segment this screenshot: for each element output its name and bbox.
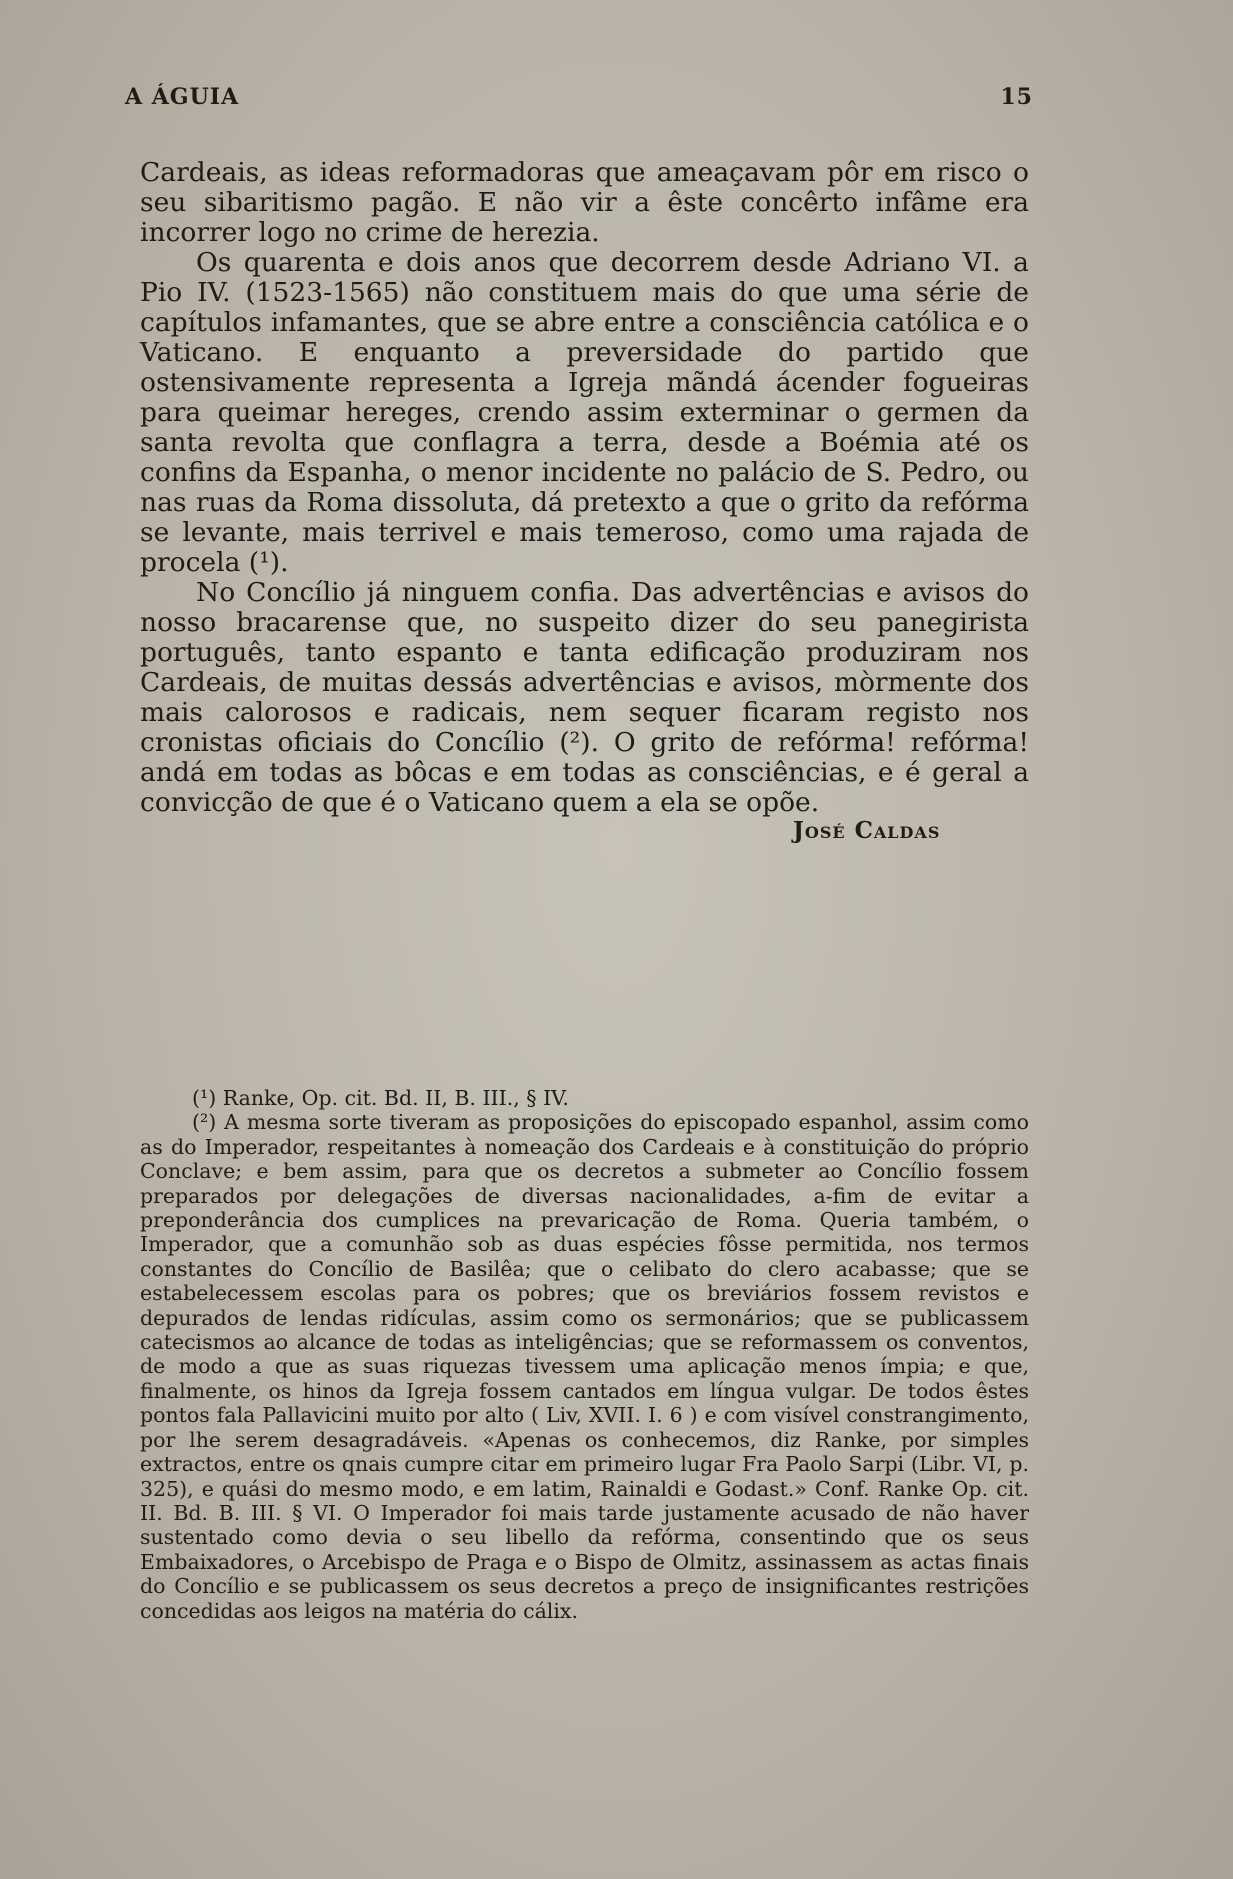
paragraph-2: Os quarenta e dois anos que decorrem desde Adriano VI. a Pio IV. (1523-1565) não constituem mais do que uma série de capítulos infamantes, que se abre entre a consciência católica e o Vaticano. E enquanto a preversidade do partido que ostensivamente representa a Igreja mãndá ácender fogueiras para queimar hereges, crendo assim exterminar o germen da santa revolta que conflagra a terra, desde a Boémia até os confins da Espanha, o menor incidente no palácio de S. Pedro, ou nas ruas da Roma dissoluta, dá pretexto a que o grito da refórma se levante, mais terrivel e mais temeroso, como uma rajada de procela (¹). bbox=[140, 247, 1029, 578]
paragraph-1: Cardeais, as ideas reformadoras que ameaçavam pôr em risco o seu sibaritismo pagão. E não vir a êste concêrto infâme era incorrer logo no crime de herezia. bbox=[140, 157, 1029, 248]
footnotes bbox=[140, 1086, 1029, 1623]
running-title: A ÁGUIA bbox=[125, 84, 240, 110]
body-text bbox=[140, 158, 1029, 818]
page-number: 15 bbox=[1000, 84, 1033, 110]
paragraph-3: No Concílio já ninguem confia. Das advertências e avisos do nosso bracarense que, no suspeito dizer do seu panegirista português, tanto espanto e tanta edificação produziram nos Cardeais, de muitas dessás advertências e avisos, mòrmente dos mais calorosos e radicais, nem sequer ficaram registo nos cronistas oficiais do Concílio (²). O grito de refórma! refórma! andá em todas as bôcas e em todas as consciências, e é geral a convicção de que é o Vaticano quem a ela se opõe. bbox=[140, 577, 1029, 818]
footnote-2: (²) A mesma sorte tiveram as proposições do episcopado espanhol, assim como as do Imperador, respeitantes à nomeação dos Cardeais e à constituição do próprio Conclave; e bem assim, para que os decretos a submeter ao Concílio fossem preparados por delegações de diversas nacionalidades, a-fim de evitar a preponderância dos cumplices na prevaricação de Roma. Queria também, o Imperador, que a comunhão sob as duas espécies fôsse permitida, nos termos constantes do Concílio de Basilêa; que o celibato do clero acabasse; que se estabelecessem escolas para os pobres; que os breviários fossem revistos e depurados de lendas ridículas, assim como os sermonários; que se publicassem catecismos ao alcance de todas as inteligências; que se reformassem os conventos, de modo a que as suas riquezas tivessem uma aplicação menos ímpia; e que, finalmente, os hinos da Igreja fossem cantados em língua vulgar. De todos êstes pontos fala Pallavicini muito por alto ( Liv, XVII. I. 6 ) e com visível constrangimento, por lhe serem desagradáveis. «Apenas os conhecemos, diz Ranke, por simples extractos, entre os qnais cumpre citar em primeiro lugar Fra Paolo Sarpi (Libr. VI, p. 325), e quási do mesmo modo, e em latim, Rainaldi e Godast.» Conf. Ranke Op. cit. II. Bd. B. III. § VI. O Imperador foi mais tarde justamente acusado de não haver sustentado como devia o seu libello da refórma, consentindo que os seus Embaixadores, o Arcebispo de Praga e o Bispo de Olmitz, assinassem as actas finais do Concílio e se publicassem os seus decretos a preço de insignificantes restrições concedidas aos leigos na matéria do cálix. bbox=[140, 1110, 1029, 1623]
footnote-1: (¹) Ranke, Op. cit. Bd. II, B. III., § IV. bbox=[192, 1086, 569, 1110]
author-signature: José Caldas bbox=[793, 817, 941, 844]
page-header bbox=[125, 84, 1033, 114]
